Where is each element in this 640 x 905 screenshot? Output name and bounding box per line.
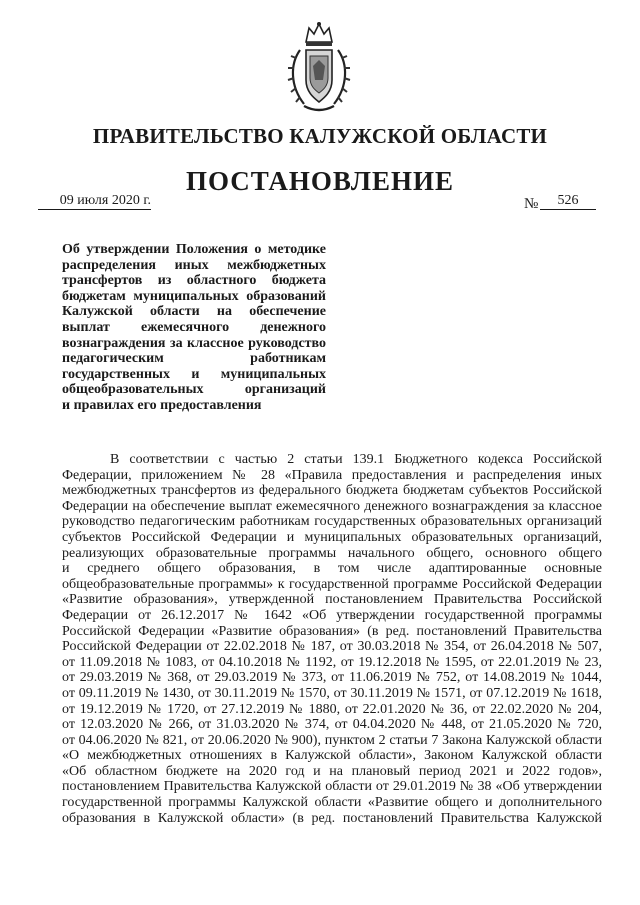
body-line: «О межбюджетных отношениях в Калужской области», Законом Калужской области xyxy=(62,748,602,764)
body-line: Российской Федерации «Развитие образования» (в ред. постановлений Правительства xyxy=(62,623,602,639)
subject-line: вознаграждения за классное руководство xyxy=(62,335,326,351)
document-type-title: ПОСТАНОВЛЕНИЕ xyxy=(185,166,455,196)
body-line: от 09.11.2019 № 1430, от 30.11.2019 № 1570, от 30.11.2019 № 1571, от 07.12.2019 № 1618, xyxy=(62,685,602,701)
document-number-label: № xyxy=(524,196,539,212)
body-line: постановлением Правительства Калужской области от 29.01.2019 № 38 «Об утверждении xyxy=(62,779,602,795)
subject-line: педагогическим работникам xyxy=(62,351,326,367)
body-line: от 12.03.2020 № 266, от 31.03.2020 № 374, от 04.04.2020 № 448, от 21.05.2020 № 720, xyxy=(62,717,602,733)
body-line: от 04.06.2020 № 821, от 20.06.2020 № 900), пунктом 2 статьи 7 Закона Калужской области xyxy=(62,732,602,748)
body-line: Федерации, приложением № 28 «Правила предоставления и распределения иных xyxy=(62,467,602,483)
body-line: общеобразовательные программы» к государственной программе Российской Федерации xyxy=(62,576,602,592)
body-line: руководство педагогическим работникам государственных образовательных организаций xyxy=(62,514,602,530)
document-number: 526 xyxy=(540,192,596,210)
subject-line: государственных и муниципальных xyxy=(62,366,326,382)
subject-line: Калужской области на обеспечение xyxy=(62,304,326,320)
subject-line: выплат ежемесячного денежного xyxy=(62,319,326,335)
body-line: межбюджетных трансфертов из федерального бюджета бюджетам субъектов Российской xyxy=(62,483,602,499)
body-line: Федерации от 26.12.2017 № 1642 «Об утверждении государственной программы xyxy=(62,607,602,623)
subject-line: распределения иных межбюджетных xyxy=(62,257,326,273)
body-line: «Об областном бюджете на 2020 год и на плановый период 2021 и 2022 годов», xyxy=(62,763,602,779)
subject-line: и правилах его предоставления xyxy=(62,397,262,413)
subject-line: бюджетам муниципальных образований xyxy=(62,288,326,304)
body-line: Федерации на обеспечение выплат ежемесячного денежного вознаграждения за классное xyxy=(62,498,602,514)
document-subject xyxy=(62,242,326,414)
subject-line: Об утверждении Положения о методике xyxy=(62,242,326,257)
kaluga-coat-of-arms-icon xyxy=(286,20,352,116)
body-line: образования в Калужской области» (в ред. постановлений Правительства Калужской xyxy=(62,810,602,826)
document-date: 09 июля 2020 г. xyxy=(38,192,151,210)
body-line: Российской Федерации от 22.02.2018 № 187, от 30.03.2018 № 354, от 26.04.2018 № 507, xyxy=(62,639,602,655)
body-line: государственной программы Калужской области «Развитие общего и дополнительного xyxy=(62,795,602,811)
document-body xyxy=(62,452,602,826)
body-line: от 19.12.2019 № 1720, от 27.12.2019 № 1880, от 22.01.2020 № 36, от 22.02.2020 № 204, xyxy=(62,701,602,717)
subject-line: общеобразовательных организаций xyxy=(62,382,326,398)
body-line: от 29.03.2019 № 368, от 29.03.2019 № 373, от 11.06.2019 № 752, от 14.08.2019 № 1044, xyxy=(62,670,602,686)
body-line: В соответствии с частью 2 статьи 139.1 Бюджетного кодекса Российской xyxy=(110,452,602,467)
body-line: субъектов Российской Федерации и муниципальных образовательных организаций, xyxy=(62,529,602,545)
body-line: реализующих образовательные программы начального общего, основного общего xyxy=(62,545,602,561)
body-line: от 11.09.2018 № 1083, от 04.10.2018 № 1192, от 19.12.2018 № 1595, от 22.01.2019 № 23, xyxy=(62,654,602,670)
subject-line: трансфертов из областного бюджета xyxy=(62,273,326,289)
body-line: и среднего общего образования, в том числе адаптированные основные xyxy=(62,561,602,577)
organization-title: ПРАВИТЕЛЬСТВО КАЛУЖСКОЙ ОБЛАСТИ xyxy=(92,124,548,148)
body-line: «Развитие образования», утвержденной постановлением Правительства Российской xyxy=(62,592,602,608)
